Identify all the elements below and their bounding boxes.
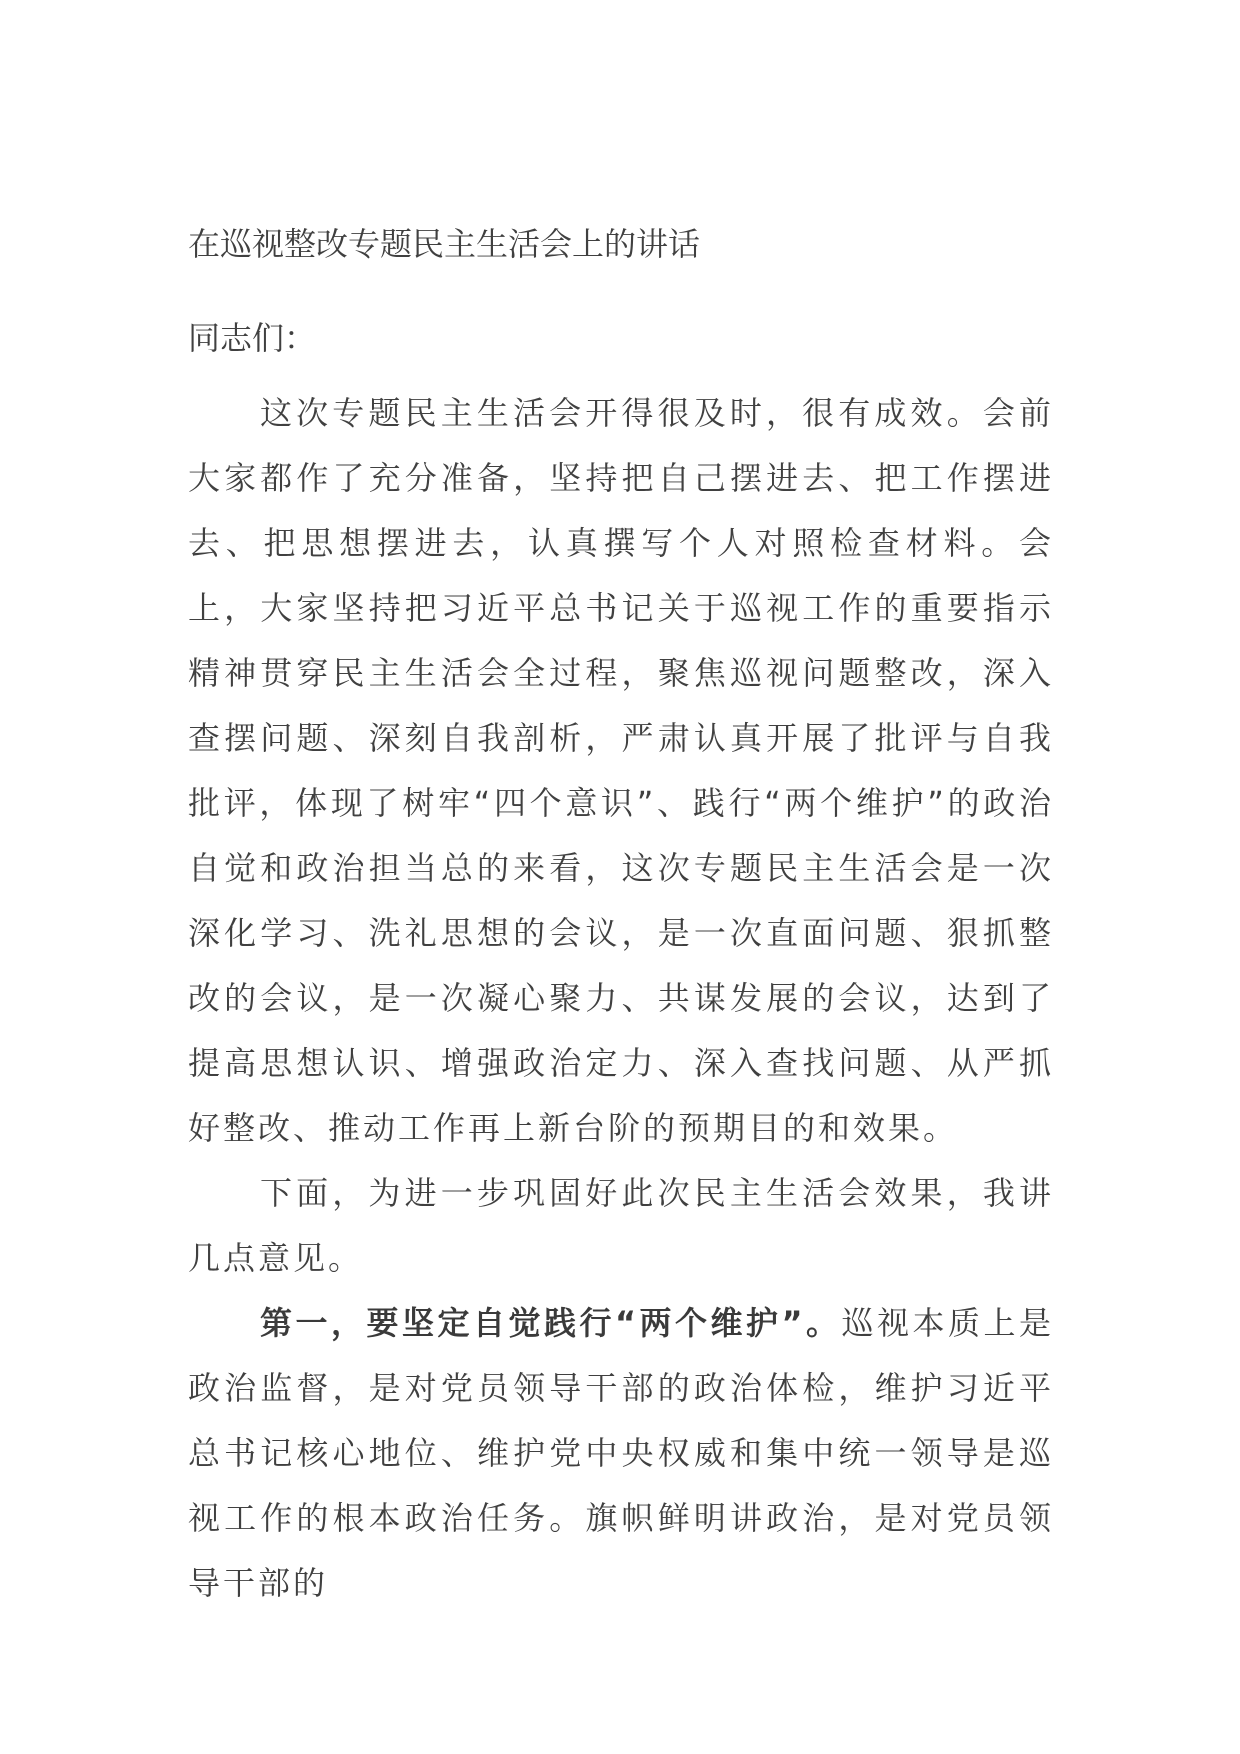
paragraph-text: 下面，为进一步巩固好此次民主生活会效果，我讲几点意见。 xyxy=(188,1174,1054,1277)
paragraph-opening xyxy=(188,381,1054,1161)
salutation: 同志们： xyxy=(188,319,317,357)
paragraph-text: 这次专题民主生活会开得很及时，很有成效。会前大家都作了充分准备，坚持把自己摆进去、把工作摆进去、把思想摆进去，认真撰写个人对照检查材料。会上，大家坚持把习近平总书记关于巡视工作的重要指示精神贯穿民主生活会全过程，聚焦巡视问题整改，深入查摆问题、深刻自我剖析，严肃认真开展了批评与自我批评，体现了树牢“四个意识”、践行“两个维护”的政治自觉和政治担当总的来看，这次专题民主生活会是一次深化学习、洗礼思想的会议，是一次直面问题、狠抓整改的会议，是一次凝心聚力、共谋发展的会议，达到了提高思想认识、增强政治定力、深入查找问题、从严抓好整改、推动工作再上新台阶的预期目的和效果。 xyxy=(188,394,1054,1147)
paragraph-point-one xyxy=(188,1291,1054,1616)
paragraph-transition xyxy=(188,1161,1054,1291)
paragraph-heading: 第一，要坚定自觉践行“两个维护”。 xyxy=(260,1304,842,1342)
paragraph-text: 巡视本质上是政治监督，是对党员领导干部的政治体检，维护习近平总书记核心地位、维护党中央权威和集中统一领导是巡视工作的根本政治任务。旗帜鲜明讲政治，是对党员领导干部的 xyxy=(188,1304,1054,1602)
document-title: 在巡视整改专题民主生活会上的讲话 xyxy=(188,225,701,263)
document-body xyxy=(188,381,1054,1616)
